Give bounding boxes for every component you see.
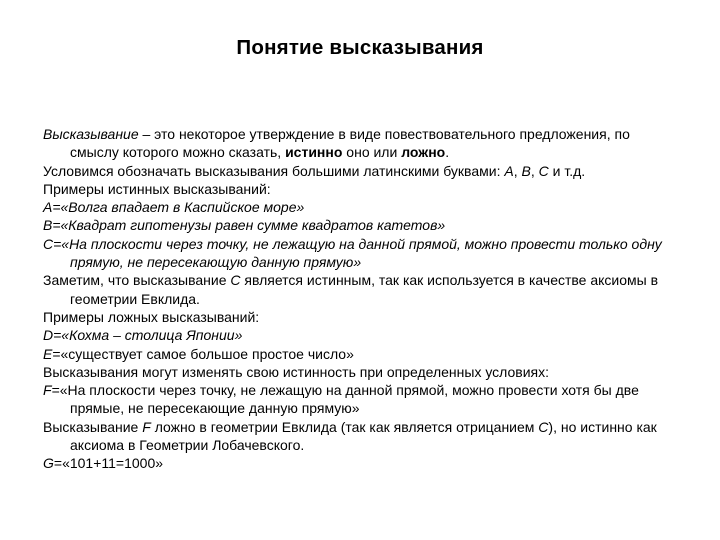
example-b: B=«Квадрат гипотенузы равен сумме квадратов катетов» [43,217,446,234]
letter-g: G [43,455,54,472]
letter-c: C [230,272,241,289]
word-true: истинно [285,144,343,161]
letter-a: A [504,162,514,179]
text-fragment: и т.д. [548,162,586,179]
notation-paragraph [43,162,677,180]
example-g [43,454,677,472]
text-fragment: Условимся обозначать высказывания большими латинскими буквами: [43,162,505,179]
true-examples-heading: Примеры истинных высказываний: [43,180,271,197]
letter-f: F [142,418,151,435]
letter-b: B [521,162,531,179]
definition-paragraph [43,125,677,162]
text-fragment: ), но истинно как аксиома в Геометрии Лобачевского. [70,418,657,454]
word-false: ложно [401,144,446,161]
example-e [43,345,677,363]
text-fragment: . [445,144,450,161]
text-fragment: =«На плоскости через точку, не лежащую на данной прямой, можно провести хотя бы две прямые, не пересекающие данную прямую» [51,382,639,417]
text-fragment: Заметим, что высказывание [43,272,231,289]
text-fragment: Высказывание [43,418,143,435]
text-fragment: является истинным, так как используется в качестве аксиомы в геометрии Евклида. [70,272,659,307]
letter-e: E [43,345,53,362]
letter-f: F [43,382,52,399]
slide-body [43,125,677,473]
text-fragment: ложно в геометрии Евклида (так как является отрицанием [150,418,539,435]
text-fragment: оно или [342,144,402,161]
text-fragment: – это некоторое утверждение в виде повествовательного предложения, по смыслу которого можно сказать, [70,126,630,161]
false-examples-heading: Примеры ложных высказываний: [43,308,260,325]
letter-c: C [538,162,549,179]
text-fragment: =«101+11=1000» [53,455,164,472]
example-d: D=«Кохма – столица Японии» [43,327,243,344]
text-fragment: , [513,162,522,179]
example-a: A=«Волга впадает в Каспийское море» [43,199,305,216]
letter-c: C [538,418,549,435]
conditions-paragraph: Высказывания могут изменять свою истинность при определенных условиях: [43,363,550,380]
example-f [43,381,677,418]
term-statement: Высказывание [43,126,139,142]
text-fragment: =«существует самое большое простое число» [52,345,354,362]
slide-title: Понятие высказывания [236,36,484,59]
example-c: C=«На плоскости через точку, не лежащую на данной прямой, можно провести только одну прямую, не пересекающую данную прямую» [43,235,662,271]
f-note-paragraph [43,418,677,455]
note-paragraph [43,271,677,308]
text-fragment: , [530,162,539,179]
